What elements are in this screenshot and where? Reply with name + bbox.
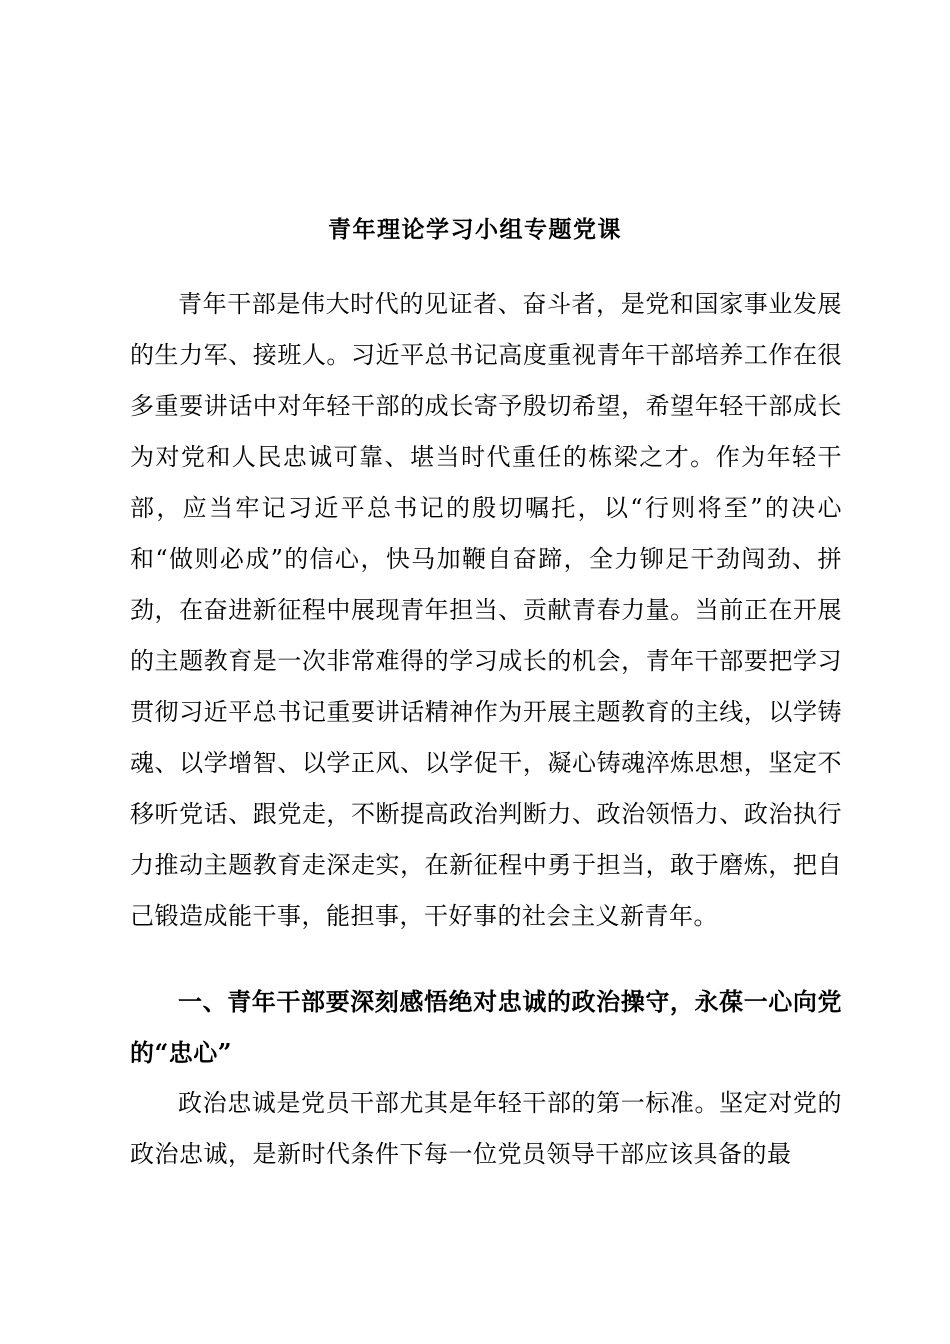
section-heading: 一、青年干部要深刻感悟绝对忠诚的政治操守，永葆一心向党的“忠心” — [130, 987, 842, 1067]
section-paragraph: 政治忠诚是党员干部尤其是年轻干部的第一标准。坚定对党的政治忠诚，是新时代条件下每一位党员领导干部应该具备的最 — [130, 1089, 842, 1168]
document-title: 青年理论学习小组专题党课 — [328, 216, 622, 243]
intro-paragraph: 青年干部是伟大时代的见证者、奋斗者，是党和国家事业发展的生力军、接班人。习近平总书记高度重视青年干部培养工作在很多重要讲话中对年轻干部的成长寄予殷切希望，希望年轻干部成长为对党和人民忠诚可靠、堪当时代重任的栋梁之才。作为年轻干部，应当牢记习近平总书记的殷切嘱托，以“行则将至”的决心和“做则必成”的信心，快马加鞭自奋蹄，全力铆足干劲闯劲、拼劲，在奋进新征程中展现青年担当、贡献青春力量。当前正在开展的主题教育是一次非常难得的学习成长的机会，青年干部要把学习贯彻习近平总书记重要讲话精神作为开展主题教育的主线，以学铸魂、以学增智、以学正风、以学促干，凝心铸魂淬炼思想，坚定不移听党话、跟党走，不断提高政治判断力、政治领悟力、政治执行力推动主题教育走深走实，在新征程中勇于担当，敢于磨炼，把自己锻造成能干事，能担事，干好事的社会主义新青年。 — [130, 290, 842, 930]
